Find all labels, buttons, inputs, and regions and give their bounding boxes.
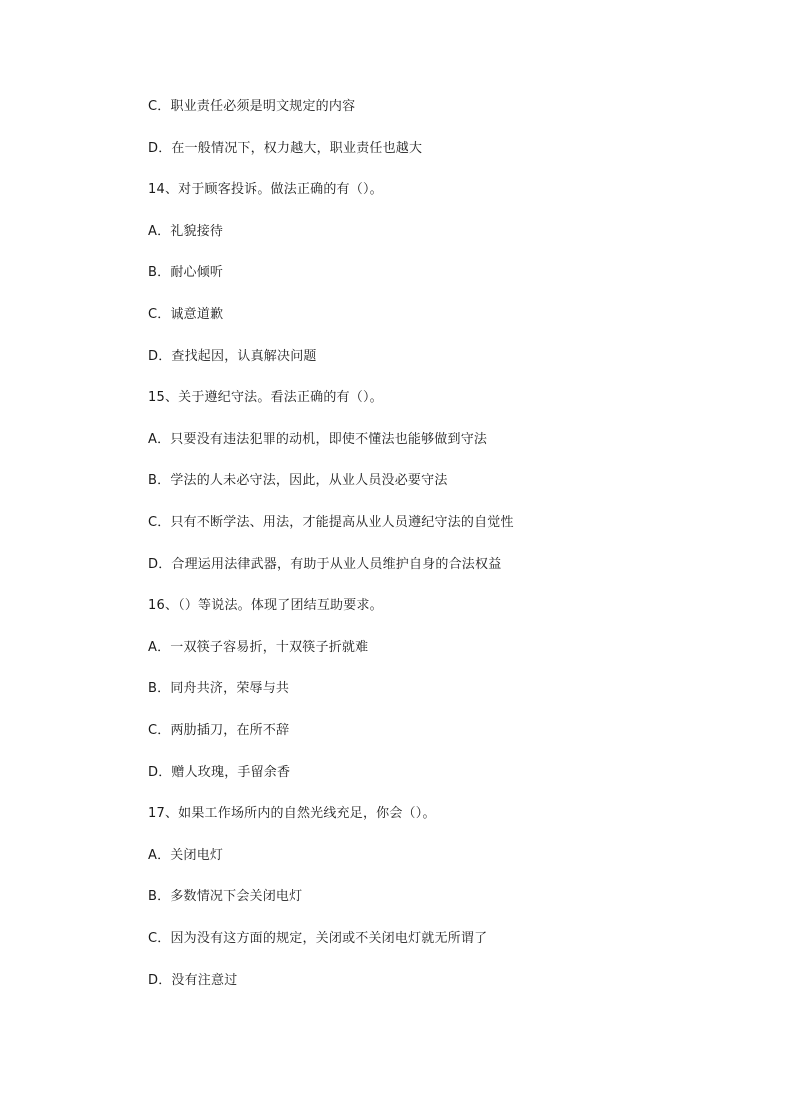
option-c-q13: C．职业责任必须是明文规定的内容 [148, 99, 356, 114]
option-a-q14: A．礼貌接待 [148, 224, 224, 239]
option-c-q17: C．因为没有这方面的规定，关闭或不关闭电灯就无所谓了 [148, 931, 488, 946]
option-c-q16: C．两肋插刀，在所不辞 [148, 723, 290, 738]
option-d-q14: D．查找起因，认真解决问题 [148, 349, 317, 364]
option-a-q17: A．关闭电灯 [148, 848, 224, 863]
option-b-q14: B．耐心倾听 [148, 265, 224, 280]
option-d-q17: D．没有注意过 [148, 973, 238, 988]
option-d-q13: D．在一般情况下，权力越大，职业责任也越大 [148, 141, 423, 156]
option-d-q16: D．赠人玫瑰，手留余香 [148, 765, 291, 780]
option-c-q15: C．只有不断学法、用法，才能提高从业人员遵纪守法的自觉性 [148, 515, 514, 530]
option-c-q14: C．诚意道歉 [148, 307, 224, 322]
question-17: 17、如果工作场所内的自然光线充足，你会（）。 [148, 806, 436, 821]
question-16: 16、（）等说法。体现了团结互助要求。 [148, 598, 383, 613]
option-b-q16: B．同舟共济，荣辱与共 [148, 681, 290, 696]
option-a-q15: A．只要没有违法犯罪的动机，即使不懂法也能够做到守法 [148, 432, 488, 447]
option-b-q15: B．学法的人未必守法，因此，从业人员没必要守法 [148, 473, 448, 488]
option-d-q15: D．合理运用法律武器，有助于从业人员维护自身的合法权益 [148, 557, 502, 572]
question-15: 15、关于遵纪守法。看法正确的有（）。 [148, 390, 383, 405]
question-14: 14、对于顾客投诉。做法正确的有（）。 [148, 182, 383, 197]
option-a-q16: A．一双筷子容易折，十双筷子折就难 [148, 640, 369, 655]
option-b-q17: B．多数情况下会关闭电灯 [148, 889, 303, 904]
